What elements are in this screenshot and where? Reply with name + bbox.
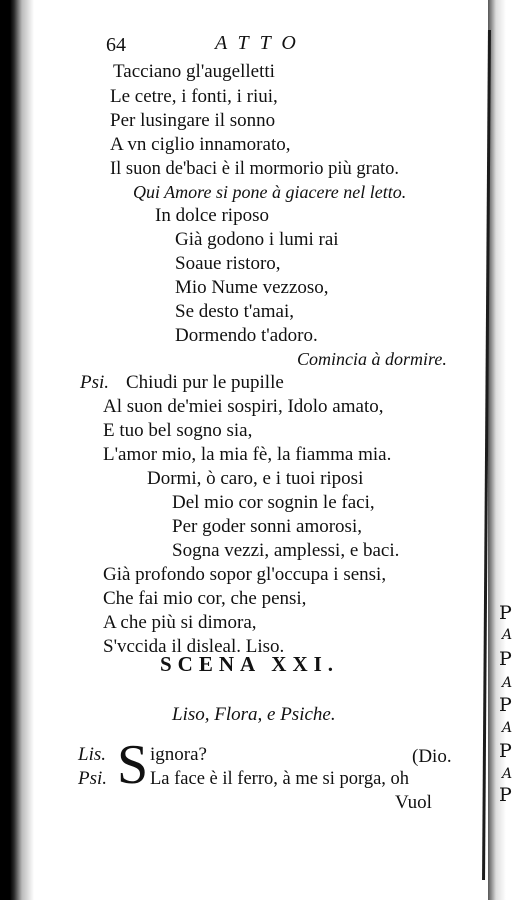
- verse-line: Per lusingare il sonno: [110, 110, 276, 131]
- facing-page-fragment: P: [499, 784, 512, 806]
- binding-gutter: [0, 0, 36, 900]
- facing-page-fragment: P: [499, 648, 512, 670]
- verse-line: Le cetre, i fonti, i riui,: [110, 86, 278, 107]
- scene-persons: Liso, Flora, e Psiche.: [172, 704, 336, 725]
- verse-line: E tuo bel sogno sia,: [103, 420, 253, 441]
- verse-line: L'amor mio, la mia fè, la fiamma mia.: [103, 444, 392, 465]
- verse-line: A che più si dimora,: [103, 612, 257, 633]
- verse-line: Che fai mio cor, che pensi,: [103, 588, 307, 609]
- verse-line: Del mio cor sognin le faci,: [172, 492, 375, 513]
- verse-line: Già profondo sopor gl'occupa i sensi,: [103, 564, 387, 585]
- verse-line: Dormendo t'adoro.: [175, 325, 318, 346]
- verse-line: Dormi, ò caro, e i tuoi riposi: [147, 468, 364, 489]
- facing-page-fragment: P: [499, 694, 512, 716]
- page-number: 64: [106, 34, 126, 56]
- dialogue-line-end: (Dio.: [412, 746, 452, 767]
- verse-line: In dolce riposo: [155, 205, 269, 226]
- verse-line: Per goder sonni amorosi,: [172, 516, 362, 537]
- verse-line: Chiudi pur le pupille: [126, 372, 284, 393]
- facing-page-fragment: P: [499, 740, 512, 762]
- facing-page-fragment: P: [499, 602, 512, 624]
- facing-page-fragment: A: [502, 720, 513, 736]
- speaker-label: Psi.: [78, 768, 108, 789]
- drop-capital: S: [117, 734, 149, 796]
- stage-direction: Comincia à dormire.: [297, 349, 447, 369]
- verse-line: Al suon de'miei sospiri, Idolo amato,: [103, 396, 384, 417]
- speaker-label: Lis.: [78, 744, 106, 765]
- verse-line: Tacciano gl'augelletti: [113, 61, 275, 82]
- verse-line: Già godono i lumi rai: [175, 229, 339, 250]
- stage-direction: Qui Amore si pone à giacere nel letto.: [133, 182, 407, 202]
- page-fold-shadow: [488, 0, 523, 900]
- dialogue-line: ignora?: [150, 744, 207, 765]
- verse-line: Se desto t'amai,: [175, 301, 294, 322]
- facing-page-fragment: A: [502, 675, 513, 691]
- verse-line: Soaue ristoro,: [175, 253, 281, 274]
- speaker-label: Psi.: [80, 372, 110, 393]
- verse-line: Mio Nume vezzoso,: [175, 277, 329, 298]
- verse-line: A vn ciglio innamorato,: [110, 134, 291, 155]
- dialogue-line: La face è il ferro, à me si porga, oh: [150, 769, 410, 789]
- verse-line: Sogna vezzi, amplessi, e baci.: [172, 540, 400, 561]
- verse-line: S'vccida il disleal. Liso.: [103, 636, 285, 657]
- dialogue-line: Vuol: [395, 792, 432, 813]
- verse-line: Il suon de'baci è il mormorio più grato.: [110, 159, 399, 179]
- facing-page-fragment: A: [502, 766, 513, 782]
- facing-page-fragment: A: [502, 627, 513, 643]
- running-title: ATTO: [215, 32, 307, 54]
- scene-heading: SCENA XXI.: [160, 652, 340, 676]
